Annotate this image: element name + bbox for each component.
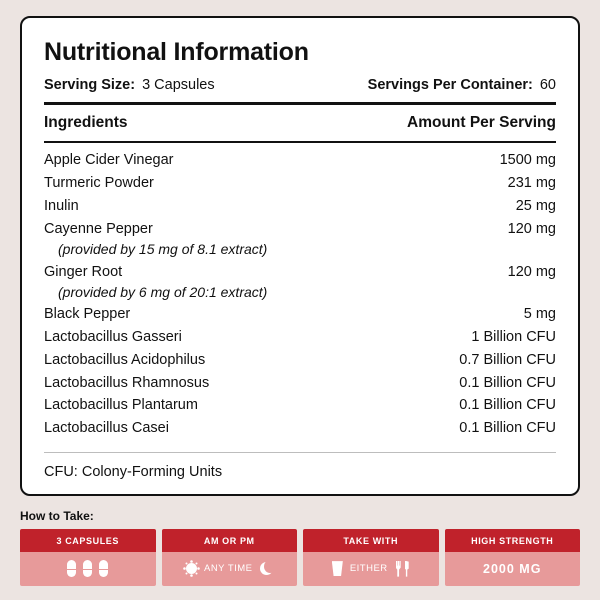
- how-to-take-badges: [20, 529, 580, 586]
- badge-high-strength: [445, 529, 581, 586]
- ingredient-name: Black Pepper: [44, 306, 131, 323]
- cfu-footnote: CFU: Colony-Forming Units: [44, 463, 223, 480]
- ingredient-name: Lactobacillus Rhamnosus: [44, 374, 210, 391]
- badge-take-with-body: [303, 552, 439, 586]
- serving-size-label: Serving Size:: [44, 77, 136, 93]
- ingredient-name: Apple Cider Vinegar: [44, 152, 174, 169]
- badge-take-with-text: EITHER: [349, 563, 388, 575]
- capsule-icon: [67, 560, 76, 577]
- ingredient-name: Inulin: [44, 197, 79, 214]
- ingredient-name: Lactobacillus Plantarum: [44, 397, 198, 414]
- how-to-take-section: [20, 509, 580, 586]
- table-row: [44, 326, 556, 349]
- serving-size-value: 3 Capsules: [142, 77, 215, 93]
- servings-per-container-value: 60: [539, 77, 556, 93]
- badge-capsules-header: 3 CAPSULES: [20, 529, 156, 552]
- column-header-amount: Amount Per Serving: [407, 114, 556, 131]
- fork-icon: [396, 561, 401, 577]
- ingredient-name: Lactobacillus Casei: [44, 420, 169, 437]
- badge-high-strength-text: 2000 MG: [483, 561, 542, 576]
- table-row: [44, 348, 556, 371]
- table-row: [44, 260, 556, 283]
- ingredient-amount: 1 Billion CFU: [471, 329, 556, 346]
- page-title: Nutritional Information: [44, 38, 309, 66]
- badge-high-strength-body: [445, 552, 581, 586]
- table-row: [44, 172, 556, 195]
- table-row: [44, 217, 556, 240]
- badge-high-strength-header: HIGH STRENGTH: [445, 529, 581, 552]
- column-header-ingredients: Ingredients: [44, 114, 128, 131]
- servings-per-container-label: Servings Per Container:: [367, 77, 533, 93]
- capsule-icon: [83, 560, 92, 577]
- serving-size-group: [44, 77, 215, 93]
- ingredient-name: Lactobacillus Gasseri: [44, 329, 182, 346]
- ingredient-name: Cayenne Pepper: [44, 220, 153, 237]
- ingredient-amount: 120 mg: [507, 220, 556, 237]
- ingredient-amount: 5 mg: [523, 306, 556, 323]
- sun-icon: [186, 563, 197, 574]
- servings-per-container-group: [368, 77, 556, 93]
- ingredient-amount: 120 mg: [507, 263, 556, 280]
- how-to-take-title: How to Take:: [20, 508, 94, 523]
- badge-am-or-pm-text: ANY TIME: [203, 563, 253, 575]
- ingredient-amount: 0.1 Billion CFU: [459, 397, 556, 414]
- ingredient-note: (provided by 15 mg of 8.1 extract): [58, 241, 268, 258]
- ingredient-name: Turmeric Powder: [44, 175, 154, 192]
- ingredient-name: Ginger Root: [44, 263, 123, 280]
- ingredient-amount: 1500 mg: [499, 152, 556, 169]
- utensils-icon: [395, 561, 410, 577]
- ingredient-table: [44, 143, 556, 440]
- ingredient-amount: 25 mg: [515, 197, 556, 214]
- badge-capsules: [20, 529, 156, 586]
- ingredient-amount: 231 mg: [507, 175, 556, 192]
- table-row: [44, 371, 556, 394]
- ingredient-amount: 0.7 Billion CFU: [459, 351, 556, 368]
- table-row: [44, 303, 556, 326]
- table-row: [44, 394, 556, 417]
- table-row: [44, 417, 556, 440]
- table-row: [44, 195, 556, 218]
- table-header-row: [44, 105, 556, 141]
- badge-am-or-pm-body: [162, 552, 298, 586]
- badge-take-with-header: TAKE WITH: [303, 529, 439, 552]
- badge-capsules-body: [20, 552, 156, 586]
- ingredient-note: (provided by 6 mg of 20:1 extract): [58, 283, 268, 300]
- ingredient-name: Lactobacillus Acidophilus: [44, 351, 206, 368]
- badge-am-or-pm: [162, 529, 298, 586]
- badge-am-or-pm-header: AM OR PM: [162, 529, 298, 552]
- moon-icon: [260, 562, 273, 575]
- capsule-icon: [99, 560, 108, 577]
- serving-summary-row: [44, 77, 556, 102]
- nutrition-panel: [20, 16, 580, 496]
- badge-take-with: [303, 529, 439, 586]
- knife-icon: [405, 561, 409, 577]
- ingredient-amount: 0.1 Billion CFU: [459, 420, 556, 437]
- glass-icon: [332, 561, 343, 576]
- table-row: [44, 149, 556, 172]
- ingredient-amount: 0.1 Billion CFU: [459, 374, 556, 391]
